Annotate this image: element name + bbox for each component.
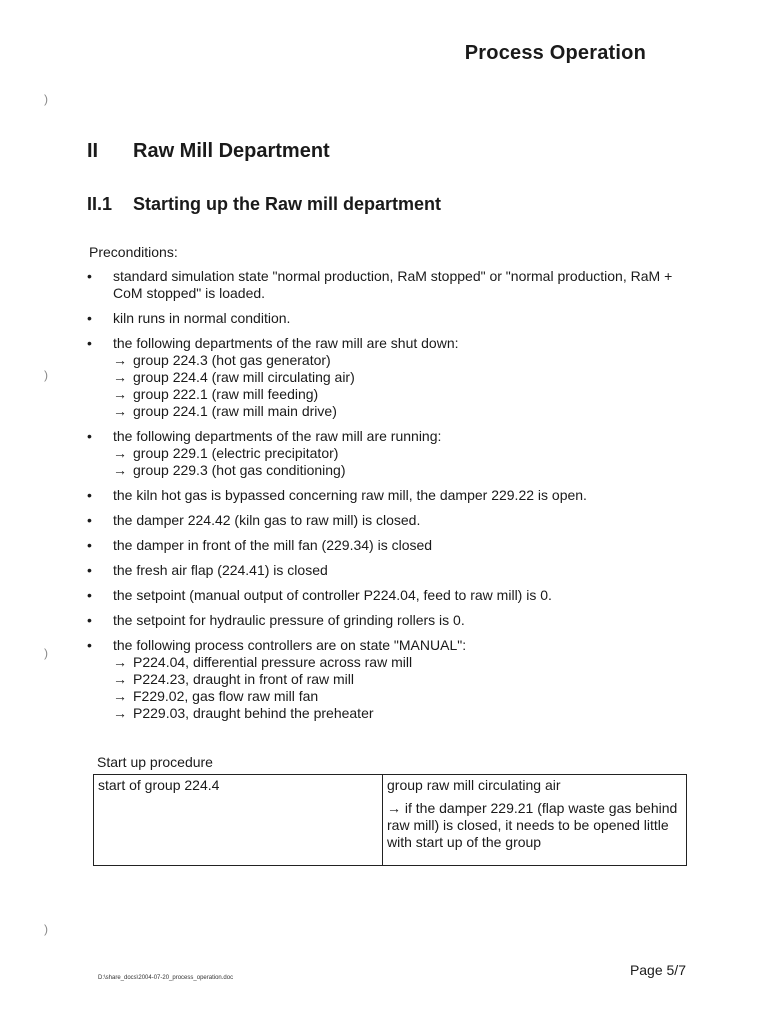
precondition-text: standard simulation state "normal production, RaM stopped" or "normal production, RaM + CoM stopped" is loaded.	[113, 268, 673, 301]
scan-mark: )	[44, 92, 48, 106]
precondition-text: the following departments of the raw mill are running:	[113, 428, 442, 444]
precondition-subitem-text: group 229.3 (hot gas conditioning)	[133, 462, 346, 478]
precondition-subitem-text: F229.02, gas flow raw mill fan	[133, 688, 319, 704]
precondition-subitem-text: group 229.1 (electric precipitator)	[133, 445, 339, 461]
scan-mark: )	[44, 368, 48, 382]
precondition-subitem	[113, 654, 685, 671]
scan-mark: )	[44, 646, 48, 660]
precondition-item	[85, 310, 685, 327]
arrow-right-icon: →	[113, 386, 127, 402]
precondition-subitem	[113, 369, 685, 386]
precondition-subitem	[113, 445, 685, 462]
preconditions-label: Preconditions:	[89, 244, 178, 260]
procedure-label: Start up procedure	[97, 754, 213, 770]
precondition-subitem-text: group 222.1 (raw mill feeding)	[133, 386, 319, 402]
footer-page-number: Page 5/7	[629, 962, 686, 978]
chapter-title: Raw Mill Department	[133, 140, 330, 162]
arrow-right-icon: →	[113, 445, 127, 461]
preconditions-list	[85, 268, 685, 730]
precondition-text: the kiln hot gas is bypassed concerning raw mill, the damper 229.22 is open.	[113, 487, 587, 503]
arrow-right-icon: →	[113, 688, 127, 704]
procedure-description-note-text: if the damper 229.21 (flap waste gas behind raw mill) is closed, it needs to be opened little with start up of the group	[387, 800, 678, 850]
precondition-subitem-text: group 224.3 (hot gas generator)	[133, 352, 331, 368]
precondition-subitem	[113, 403, 685, 420]
precondition-item	[85, 637, 685, 722]
precondition-item	[85, 268, 685, 302]
precondition-text: the setpoint for hydraulic pressure of grinding rollers is 0.	[113, 612, 465, 628]
precondition-text: the following process controllers are on state "MANUAL":	[113, 637, 467, 653]
arrow-right-icon: →	[113, 369, 127, 385]
precondition-text: the following departments of the raw mill are shut down:	[113, 335, 459, 351]
chapter-heading	[87, 140, 330, 163]
arrow-right-icon: →	[113, 654, 127, 670]
precondition-item	[85, 487, 685, 504]
section-title: Starting up the Raw mill department	[133, 194, 442, 214]
precondition-text: kiln runs in normal condition.	[113, 310, 291, 326]
arrow-right-icon: →	[387, 800, 401, 816]
procedure-description-cell	[383, 775, 687, 866]
precondition-subitem	[113, 352, 685, 369]
precondition-subitem-text: P224.23, draught in front of raw mill	[133, 671, 355, 687]
precondition-text: the damper 224.42 (kiln gas to raw mill) is closed.	[113, 512, 421, 528]
arrow-right-icon: →	[113, 403, 127, 419]
precondition-subitem	[113, 462, 685, 479]
precondition-subitem-text: P224.04, differential pressure across raw mill	[133, 654, 413, 670]
procedure-table	[93, 774, 687, 866]
arrow-right-icon: →	[113, 462, 127, 478]
precondition-subitem-text: group 224.1 (raw mill main drive)	[133, 403, 337, 419]
precondition-item	[85, 428, 685, 479]
precondition-text: the damper in front of the mill fan (229.34) is closed	[113, 537, 433, 553]
precondition-item	[85, 587, 685, 604]
precondition-item	[85, 335, 685, 420]
section-number: II.1	[87, 194, 113, 214]
procedure-row	[94, 775, 687, 866]
precondition-item	[85, 512, 685, 529]
procedure-step-cell: start of group 224.4	[94, 775, 383, 866]
precondition-subitem-text: group 224.4 (raw mill circulating air)	[133, 369, 355, 385]
precondition-text: the setpoint (manual output of controller P224.04, feed to raw mill) is 0.	[113, 587, 552, 603]
precondition-item	[85, 537, 685, 554]
precondition-item	[85, 612, 685, 629]
procedure-description-title: group raw mill circulating air	[387, 777, 561, 793]
precondition-text: the fresh air flap (224.41) is closed	[113, 562, 328, 578]
precondition-subitem	[113, 386, 685, 403]
precondition-subitem	[113, 688, 685, 705]
precondition-subitem-text: P229.03, draught behind the preheater	[133, 705, 374, 721]
precondition-subitem	[113, 705, 685, 722]
section-heading	[87, 194, 441, 215]
precondition-subitem	[113, 671, 685, 688]
arrow-right-icon: →	[113, 352, 127, 368]
arrow-right-icon: →	[113, 671, 127, 687]
precondition-item	[85, 562, 685, 579]
chapter-number: II	[87, 140, 99, 162]
arrow-right-icon: →	[113, 705, 127, 721]
procedure-description-note	[387, 800, 677, 850]
document-header-title: Process Operation	[464, 42, 646, 64]
footer-file-path: D:\share_docs\2004-07-20_process_operation.doc	[98, 975, 234, 981]
scan-mark: )	[44, 922, 48, 936]
